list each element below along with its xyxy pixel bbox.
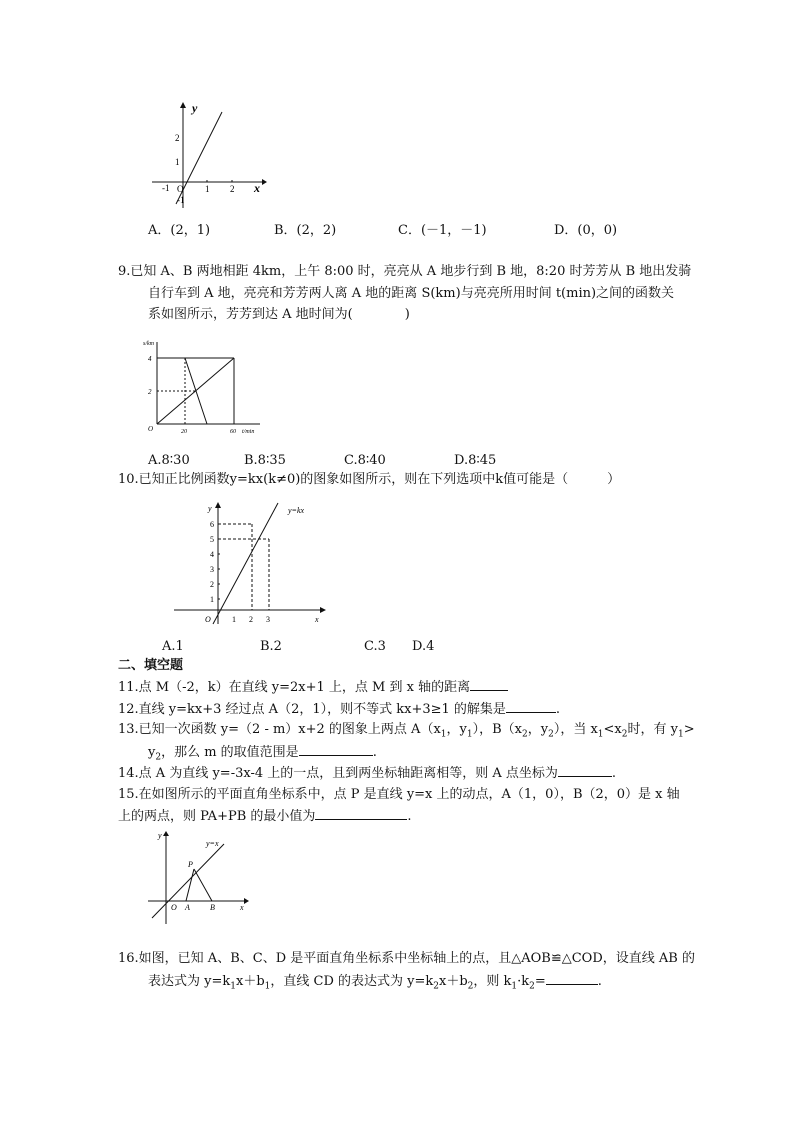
q10-text: 10.已知正比例函数y=kx(k≠0)的图象如图所示，则在下列选项中k值可能是（ ） [118,472,621,487]
q16-text-line2 [148,972,602,996]
q8-tick-y-2: 2 [175,133,180,143]
q12-answer-blank[interactable] [506,700,556,713]
q8-option-a[interactable]: A．(2，1) [148,223,211,238]
q16-sub: 2 [529,981,535,992]
q15-question: 上的两点，则 PA+PB 的最小值为 [118,809,316,824]
q8-tick-x-2: 2 [230,184,235,194]
q13-line2-pre: y [148,745,156,760]
q15-point-b: B [210,903,215,912]
q10-option-a[interactable]: A.1 [162,639,184,654]
q13-sub: 1 [677,729,684,740]
q16-e: ，则 k [473,974,512,989]
q13-sub: 2 [621,729,628,740]
q15-graph [146,830,252,928]
q11-answer-blank[interactable] [470,678,508,691]
q13-text-line1 [118,721,695,744]
q9-y-label: s/km [143,341,154,347]
q14-question: 14.点 A 为直线 y=-3x-4 上的一点，且到两坐标轴距离相等，则 A 点坐标为 [118,766,558,781]
q16-sub: 1 [230,981,236,992]
q13-pre: 13.已知一次函数 y=（2 - m）x+2 的图象上两点 A（x [118,722,441,737]
q8-tick-y-neg1: -1 [177,195,185,205]
q10-tick-y-3: 3 [210,565,214,574]
q15-text-line2 [118,807,412,825]
q15-text-line1: 15.在如图所示的平面直角坐标系中，点 P 是直线 y=x 上的动点，A（1，0），B（2，0）是 x 轴 [118,787,680,802]
q13-mid7: > [683,722,695,737]
q13-end: . [372,745,377,760]
q13-mid6: 时，有 y [627,722,678,737]
q13-mid2: ），B（x [472,722,522,737]
q10-tick-y-5: 5 [210,535,214,544]
q10-function-line [213,503,278,624]
q10-tick-y-6: 6 [210,520,214,529]
q9-option-c[interactable]: C.8∶40 [344,453,386,468]
q10-x-label: x [315,615,319,624]
q9-origin: O [148,425,154,433]
q10-tick-x-2: 2 [249,615,253,624]
q14-text [118,764,616,782]
q16-d: x＋b [439,974,468,989]
q10-tick-y-1: 1 [210,595,214,604]
q9-option-a[interactable]: A.8∶30 [148,453,190,468]
q16-g: = [534,974,546,989]
q13-sub: 1 [440,729,447,740]
q9-text-line3: 系如图所示，芳芳到达 A 地时间为( ) [148,307,410,322]
q11-question: 11.点 M（-2，k）在直线 y=2x+1 上，点 M 到 x 轴的距离 [118,680,471,695]
q13-sub: 2 [548,729,554,740]
q13-answer-blank[interactable] [299,743,373,756]
q10-tick-x-1: 1 [232,615,236,624]
q8-tick-x-1: 1 [205,184,210,194]
q13-line2-mid: ，那么 m 的取值范围是 [161,745,299,760]
q10-tick-y-2: 2 [210,580,214,589]
section-fill-in-title: 二、填空题 [118,658,184,673]
q10-graph [172,498,332,628]
q10-line-label: y=kx [288,506,305,515]
q10-tick-y-4: 4 [210,550,214,559]
q15-x-label: x [240,903,244,912]
q9-text-line2: 自行车到 A 地，亮亮和芳芳两人离 A 地的距离 S(km)与亮亮所用时间 t(min)之间的函数关 [148,286,675,301]
q15-segment-pb [194,869,212,901]
q9-tick-x-60: 60 [230,429,236,435]
q16-sub: 1 [511,981,518,992]
q16-a: 表达式为 y=k [148,974,231,989]
q15-answer-blank[interactable] [315,807,407,820]
q8-y-arrow [180,102,186,108]
q9-graph [142,336,267,438]
q8-option-c[interactable]: C．(－1，－1) [398,223,487,238]
q14-answer-blank[interactable] [558,764,612,777]
q10-option-c[interactable]: C.3 [364,639,386,654]
q16-sub: 2 [433,981,439,992]
q15-y-label: y [158,831,162,840]
q8-option-d[interactable]: D．(0，0) [554,223,618,238]
q16-sub: 2 [467,981,474,992]
q9-option-d[interactable]: D.8∶45 [454,453,497,468]
q15-end: . [407,809,412,824]
q16-text-line1: 16.如图，已知 A、B、C、D 是平面直角坐标系中坐标轴上的点，且△AOB≌△COD，设直线 AB 的 [118,951,695,966]
q10-tick-x-3: 3 [266,615,270,624]
q15-origin: O [171,903,177,912]
q15-point-a: A [185,903,190,912]
q16-f: ·k [517,974,530,989]
q11-text [118,678,508,696]
q12-end: . [555,702,561,717]
q16-answer-blank[interactable] [546,972,598,985]
q16-end: . [597,974,602,989]
q8-x-arrow [262,179,267,185]
q13-mid5: <x [603,722,622,737]
q13-sub: 2 [155,752,162,763]
q10-y-label: y [208,504,212,513]
q15-point-p: P [188,860,193,869]
q15-line-label: y=x [206,839,219,848]
q15-segment-pa [186,869,194,901]
q13-mid4: ），当 x [553,722,598,737]
q13-sub: 1 [597,729,604,740]
q14-end: . [611,766,617,781]
q9-tick-x-20: 20 [181,429,187,435]
q8-y-label: y [192,101,198,115]
q8-tick-y-1: 1 [175,157,180,167]
q16-b: x＋b [235,974,265,989]
q13-mid1: ，y [446,722,467,737]
q8-x-label: x [254,181,260,195]
q16-sub: 1 [264,981,271,992]
q10-origin: O [205,615,211,624]
q8-origin: O [177,184,184,194]
q13-mid3: ，y [527,722,549,737]
q9-text-line1: 9.已知 A、B 两地相距 4km，上午 8:00 时，亮亮从 A 地步行到 B 地，8:20 时芳芳从 B 地出发骑 [118,264,692,279]
q8-option-b[interactable]: B．(2，2) [274,223,337,238]
q9-tick-y-2: 2 [148,388,152,396]
q12-text [118,700,560,718]
q13-sub: 1 [466,729,473,740]
q9-option-b[interactable]: B.8∶35 [244,453,286,468]
q16-c: ，直线 CD 的表达式为 y=k [270,974,434,989]
q8-graph [148,100,273,212]
q13-sub: 2 [522,729,528,740]
q10-option-d[interactable]: D.4 [412,639,435,654]
q10-option-b[interactable]: B.2 [260,639,282,654]
q12-question: 12.直线 y=kx+3 经过点 A（2，1），则不等式 kx+3≥1 的解集是 [118,702,506,717]
q8-tick-x-neg1: -1 [162,183,170,193]
q9-tick-y-4: 4 [148,355,152,363]
q9-x-label: t/min [242,429,255,435]
